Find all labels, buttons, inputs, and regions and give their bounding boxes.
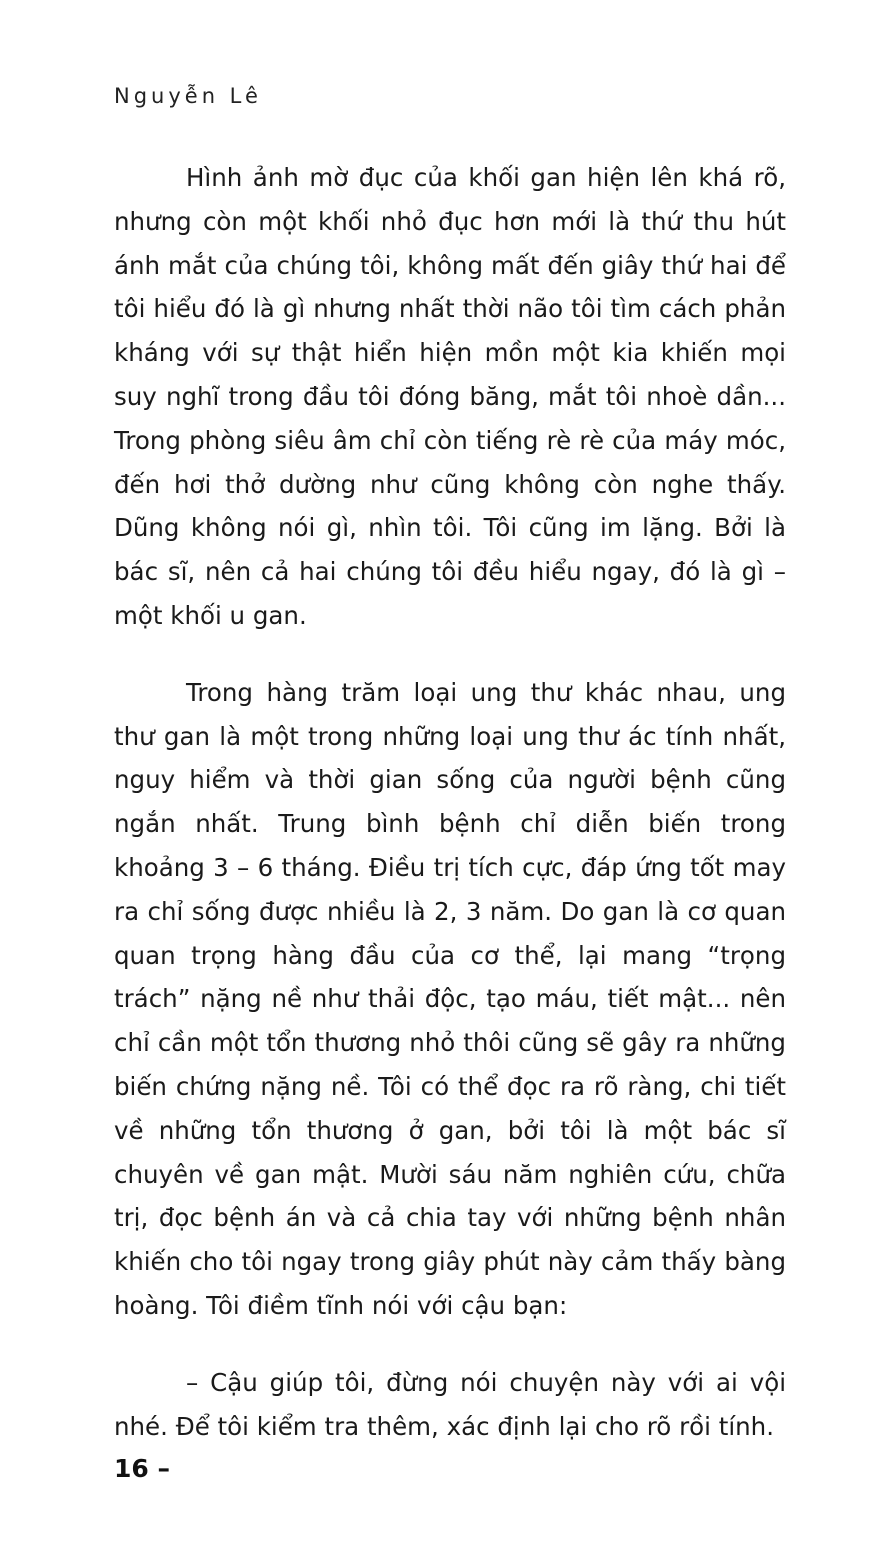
page-number: 16 –	[114, 1454, 170, 1483]
paragraph-3: – Cậu giúp tôi, đừng nói chuyện này với ai vội nhé. Để tôi kiểm tra thêm, xác định lại cho rõ rồi tính.	[114, 1367, 786, 1441]
paragraph-2: Trong hàng trăm loại ung thư khác nhau, ung thư gan là một trong những loại ung thư ác tính nhất, nguy hiểm và thời gian sống của người bệnh cũng ngắn nhất. Trung bình bệnh chỉ diễn biến trong khoảng 3 – 6 tháng. Điều trị tích cực, đáp ứng tốt may ra chỉ sống được nhiều là 2, 3 năm. Do gan là cơ quan quan trọng hàng đầu của cơ thể, lại mang “trọng trách” nặng nề như thải độc, tạo máu, tiết mật... nên chỉ cần một tổn thương nhỏ thôi cũng sẽ gây ra những biến chứng nặng nề. Tôi có thể đọc ra rõ ràng, chi tiết về những tổn thương ở gan, bởi tôi là một bác sĩ chuyên về gan mật. Mười sáu năm nghiên cứu, chữa trị, đọc bệnh án và cả chia tay với những bệnh nhân khiến cho tôi ngay trong giây phút này cảm thấy bàng hoàng. Tôi điềm tĩnh nói với cậu bạn:	[114, 677, 786, 1320]
running-head: Nguyễn Lê	[114, 84, 262, 108]
body-text	[114, 156, 786, 1448]
paragraph-1: Hình ảnh mờ đục của khối gan hiện lên khá rõ, nhưng còn một khối nhỏ đục hơn mới là thứ thu hút ánh mắt của chúng tôi, không mất đến giây thứ hai để tôi hiểu đó là gì nhưng nhất thời não tôi tìm cách phản kháng với sự thật hiển hiện mồn một kia khiến mọi suy nghĩ trong đầu tôi đóng băng, mắt tôi nhoè dần... Trong phòng siêu âm chỉ còn tiếng rè rè của máy móc, đến hơi thở dường như cũng không còn nghe thấy. Dũng không nói gì, nhìn tôi. Tôi cũng im lặng. Bởi là bác sĩ, nên cả hai chúng tôi đều hiểu ngay, đó là gì – một khối u gan.	[114, 163, 786, 630]
